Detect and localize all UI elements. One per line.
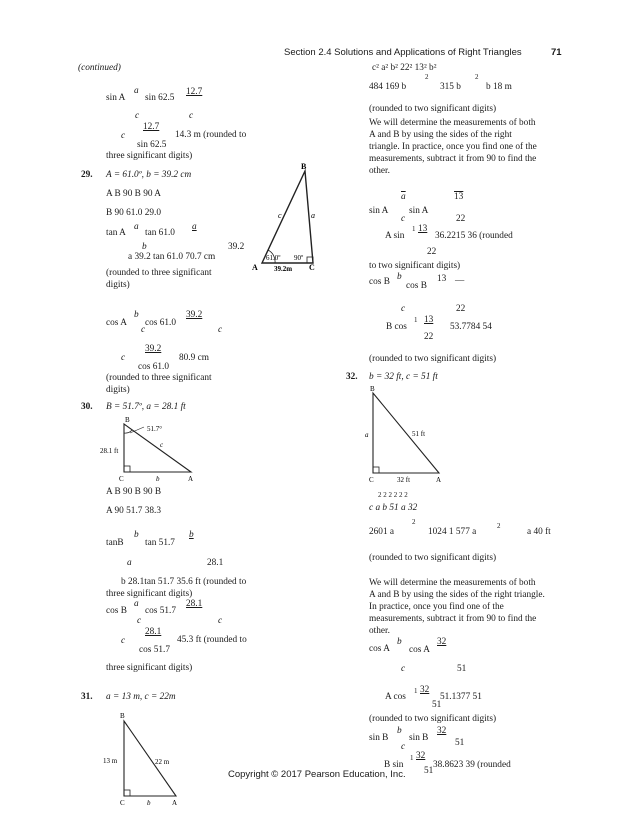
p30-cosB-c2: c [218,616,223,626]
p29-tanA-mid: tan 61.0 [145,228,175,238]
p30-c-num: 28.1 [145,627,162,637]
p32-B-inv-32: 32 [416,751,426,761]
p31-cosB-b: b [397,272,402,282]
p32-B-inv-sup: 1 [410,754,414,762]
fig29-a: a [311,211,315,220]
p31-B-inv-val: 53.7784 54 [450,322,492,332]
p32-sinB-32: 32 [437,726,447,736]
p31-text3: triangle. In practice, once you find one of the [369,142,537,152]
fig29-base: 39.2m [274,265,293,273]
fig29-c: c [278,211,282,220]
fig32-side-c: 51 ft [412,430,426,438]
p31-B-inv-sup: 1 [414,316,418,324]
p32-cosA-c: c [401,664,406,674]
p32-text4: measurements, subtract it from 90 to find the [369,614,537,624]
fig30-b: b [156,475,160,483]
eq-sinA-mid: sin 62.5 [145,93,175,103]
p29-cosA: cos A [106,318,127,328]
p32-note1: (rounded to two significant digits) [369,553,497,563]
p32-sinB-mid: sin B [409,733,429,743]
p32-sinB-51: 51 [455,738,465,748]
figure-29-triangle [248,160,348,275]
fig31-A: A [172,799,178,807]
problem-29-number: 29. [81,170,93,180]
fig29-angle: 61.0º [266,254,281,262]
p30-tanB-a: a [127,558,132,568]
p31-sinA-22: 22 [456,214,466,224]
figure-30-triangle [100,413,210,483]
p32-A-inv-sup: 1 [414,687,418,695]
p30-note1: three significant digits) [106,589,193,599]
fig31-C: C [120,799,125,807]
p31-cosB-22: 22 [456,304,466,314]
fig31-side-c: 22 m [155,758,170,766]
fig29-B: B [301,162,307,171]
p31-text2: A and B by using the sides of the right [369,130,512,140]
eq-c: c [121,131,126,141]
fig30-C: C [119,475,124,483]
copyright-footer: Copyright © 2017 Pearson Education, Inc. [228,769,406,780]
fig29-C: C [309,263,315,272]
p31-text4: measurements, subtract it from 90 to find the [369,154,537,164]
p30-cosB-num: 28.1 [186,599,203,609]
p30-tanB-mid: tan 51.7 [145,538,175,548]
fig30-side: 28.1 ft [100,447,119,455]
fig30-angle: 51.7° [147,425,163,433]
problem-31-number: 31. [81,692,93,702]
problem-32-number: 32. [346,372,358,382]
p29-note1: (rounded to three significant [106,268,212,278]
p32-sinB-c: c [401,742,406,752]
fig31-B: B [120,712,125,720]
p32-sinB: sin B [369,733,389,743]
p32-text1: We will determine the measurements of both [369,578,536,588]
eq-c-rest: 14.3 m (rounded to [175,130,247,140]
p32-cosA-32: 32 [437,637,447,647]
fig32-C: C [369,476,374,484]
p32-eq1-sups: 2 2 2 2 2 2 [378,491,408,499]
p29-note2b: digits) [106,385,130,395]
p32-eq2-sup2: 2 [497,522,501,530]
eq-sinA: sin A [106,93,126,103]
fig30-A: A [188,475,194,483]
p31-sinA-c: c [401,214,406,224]
p29-tanA-frac: a [192,222,197,232]
eq-sinA-a: a [134,86,139,96]
p31-note3: (rounded to two significant digits) [369,354,497,364]
p29-c: c [121,353,126,363]
fig29-A: A [252,263,258,272]
p31-A-inv-val: 36.2215 36 (rounded [435,231,513,241]
p32-note2: (rounded to two significant digits) [369,714,497,724]
p30-cosB: cos B [106,606,127,616]
p29-tanA-val: 39.2 [228,242,245,252]
fig30-c: c [160,441,164,449]
eq-sinA-c2: c [189,111,194,121]
p31-solve-sup2: 2 [475,73,479,81]
problem-31-given: a = 13 m, c = 22m [106,692,176,702]
p29-tanA: tan A [106,228,126,238]
p32-text3: In practice, once you find one of the [369,602,504,612]
p29-step2: B 90 61.0 29.0 [106,208,162,218]
p30-c-val: 45.3 ft (rounded to [177,635,247,645]
continued-label: (continued) [78,63,121,73]
fig30-B: B [125,416,130,424]
p32-cosA-b: b [397,637,402,647]
p30-note2: three significant digits) [106,663,193,673]
p31-text5: other. [369,166,390,176]
p31-sinA: sin A [369,206,389,216]
p31-cosB: cos B [369,277,390,287]
p29-c-num: 39.2 [145,344,162,354]
p30-cosB-mid: cos 51.7 [145,606,176,616]
p32-B-inv-val: 38.8623 39 (rounded [433,760,511,770]
p32-A-inv-32: 32 [420,685,430,695]
p31-cosB-mid: cos B [406,281,427,291]
p32-eq2: 2601 a [369,527,395,537]
eq-c-num: 12.7 [143,122,160,132]
problem-30-number: 30. [81,402,93,412]
p30-cosB-a: a [134,599,139,609]
p31-pythag: c² a² b² 22² 13² b² [372,63,437,73]
eq-c-den: sin 62.5 [137,140,167,150]
p32-eq2-sup1: 2 [412,518,416,526]
p31-sinA-a: $\overline{a}$ [401,192,406,202]
p29-c-den: cos 61.0 [138,362,169,372]
problem-30-given: B = 51.7º, a = 28.1 ft [106,402,186,412]
p32-A-inv-val: 51.1377 51 [440,692,482,702]
p31-cosB-13: 13 [437,274,447,284]
p30-tanB-b: b [134,530,139,540]
problem-32-given: b = 32 ft, c = 51 ft [369,372,438,382]
fig32-base: 32 ft [397,476,411,484]
p29-cosA-c1: c [141,325,146,335]
p32-cosA: cos A [369,644,390,654]
p30-tanB-val: 28.1 [207,558,224,568]
p31-solve-mid: 315 b [440,82,461,92]
figure-32-triangle [362,384,472,484]
p31-B-inv: B cos [386,322,407,332]
p29-note1b: digits) [106,280,130,290]
p31-solve: 484 169 b [369,82,407,92]
p31-note1: (rounded to two significant digits) [369,104,497,114]
p31-note2: to two significant digits) [369,261,461,271]
p31-A-inv-22: 22 [427,247,437,257]
p30-step1: A B 90 B 90 B [106,487,162,497]
p30-cosB-c1: c [137,616,142,626]
p32-B-inv: B sin [384,760,404,770]
p32-A-inv: A cos [385,692,406,702]
p31-cosB-c: c [401,304,406,314]
p31-A-inv: A sin [385,231,405,241]
p30-b-result: b 28.1tan 51.7 35.6 ft (rounded to [121,577,247,587]
p32-eq2-mid: 1024 1 577 a [428,527,477,537]
p32-eq2-end: a 40 ft [527,527,551,537]
p32-text2: A and B by using the sides of the right triangle. [369,590,545,600]
p30-step2: A 90 51.7 38.3 [106,506,162,516]
p30-c: c [121,636,126,646]
p30-tanB: tanB [106,538,124,548]
p29-tanA-num: a [134,222,139,232]
p29-note2: (rounded to three significant [106,373,212,383]
running-header: Section 2.4 Solutions and Applications of Right Triangles [284,47,522,58]
p32-sinB-b: b [397,726,402,736]
p31-B-inv-13: 13 [424,315,434,325]
note-sig: three significant digits) [106,151,193,161]
p31-A-inv-sup: 1 [412,225,416,233]
p29-step1: A B 90 B 90 A [106,189,162,199]
p31-cosB-blank: — [455,276,465,286]
p31-solve-end: b 18 m [486,82,512,92]
p31-sinA-mid: sin A [409,206,429,216]
p29-a-result: a 39.2 tan 61.0 70.7 cm [128,252,216,262]
p29-cosA-c2: c [218,325,223,335]
p29-cosA-num: 39.2 [186,310,203,320]
p31-A-inv-13: 13 [418,224,428,234]
fig31-side-a: 13 m [103,757,118,765]
p30-tanB-frac: b [189,530,194,540]
p29-cosA-mid: cos 61.0 [145,318,176,328]
fig32-B: B [370,385,375,393]
p31-text1: We will determine the measurements of both [369,118,536,128]
eq-sinA-num: 12.7 [186,87,203,97]
p31-solve-sup1: 2 [425,73,429,81]
fig32-a: a [365,431,369,439]
eq-sinA-c1: c [135,111,140,121]
p31-B-inv-22: 22 [424,332,434,342]
p32-eq1: c a b 51 a 32 [369,503,418,513]
p32-cosA-51: 51 [457,664,467,674]
figure-31-triangle [100,711,190,806]
p32-B-inv-51: 51 [424,766,434,776]
p29-tanA-b: b [142,242,147,252]
p29-cosA-b: b [134,310,139,320]
fig31-b: b [147,799,151,807]
p30-c-den: cos 51.7 [139,645,170,655]
problem-29-given: A = 61.0º, b = 39.2 cm [106,170,192,180]
p32-text5: other. [369,626,390,636]
fig29-right: 90º [294,254,304,262]
p31-sinA-13: 13 [454,192,464,202]
fig32-A: A [436,476,442,484]
p32-A-inv-51: 51 [432,700,442,710]
p29-c-val: 80.9 cm [179,353,209,363]
page-number: 71 [551,47,562,58]
p32-cosA-mid: cos A [409,645,430,655]
